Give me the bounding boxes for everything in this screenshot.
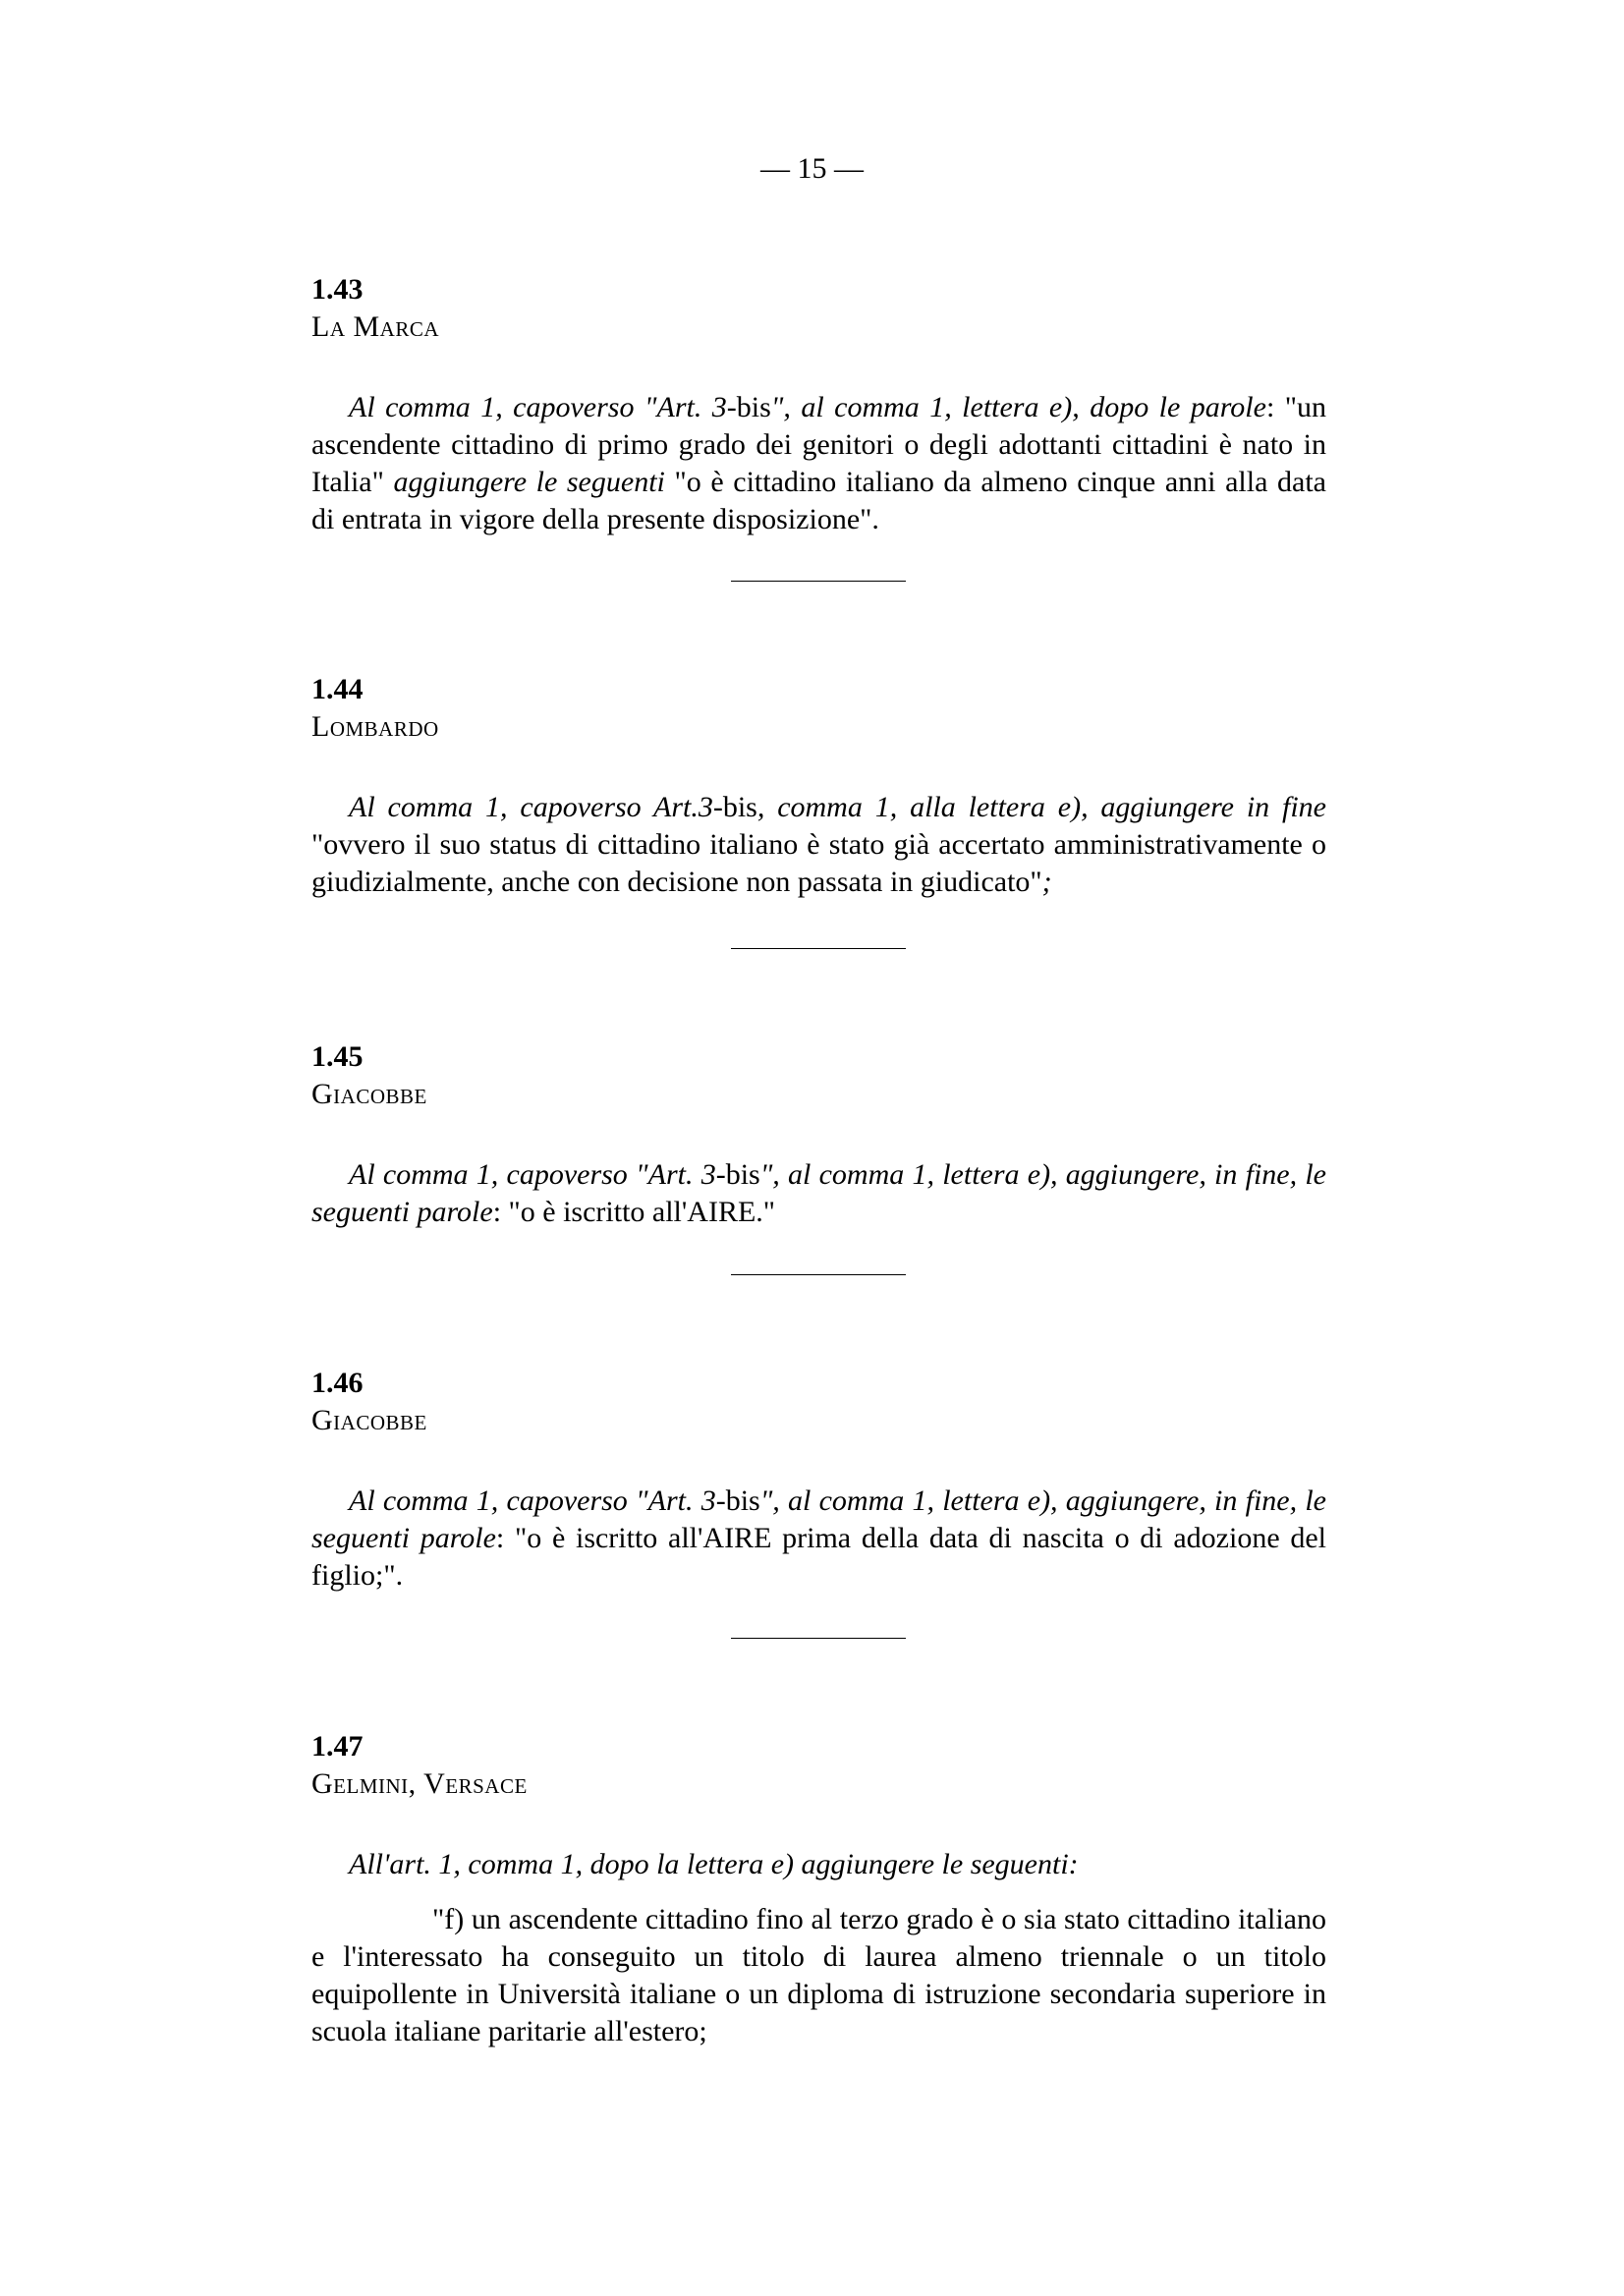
amendment-authors: Giacobbe — [311, 1404, 427, 1436]
amendment-authors: La Marca — [311, 310, 440, 343]
amendment-lead — [311, 1846, 1326, 1883]
amendment-1-47 — [311, 1728, 1326, 2050]
amendment-body: "f) un ascendente cittadino fino al terzo grado è o sia stato cittadino italiano e l'interessato ha conseguito un titolo di laurea almeno triennale o un titolo equipollente in Università italiane o un diploma di istruzione secondaria superiore in scuola italiane paritarie all'estero; — [311, 1903, 1326, 2047]
italic-run: ; — [1041, 866, 1052, 898]
italic-run: ", al comma 1, lettera e), dopo le parole — [770, 391, 1266, 423]
amendment-authors: Gelmini, Versace — [311, 1767, 528, 1800]
italic-run: , comma 1, alla lettera e), aggiungere in fine — [756, 791, 1326, 823]
amendment-number: 1.43 — [311, 273, 364, 306]
amendment-1-45 — [311, 1038, 1326, 1231]
italic-run: Al comma 1, capoverso "Art. 3- — [349, 1158, 726, 1191]
amendment-text — [311, 789, 1326, 901]
amendment-number: 1.46 — [311, 1367, 364, 1399]
roman-run: : "un ascendente cittadino di primo grado dei genitori o degli adottanti cittadini è nato in Italia" — [311, 391, 1326, 498]
amendment-text — [311, 1483, 1326, 1595]
amendment-number: 1.45 — [311, 1040, 364, 1073]
italic-run: aggiungere le seguenti — [393, 466, 665, 498]
separator — [731, 948, 906, 949]
amendment-authors: Lombardo — [311, 710, 439, 743]
italic-run: Al comma 1, capoverso Art.3- — [349, 791, 723, 823]
amendment-lead-text: All'art. 1, comma 1, dopo la lettera e) aggiungere le seguenti: — [349, 1848, 1079, 1880]
amendment-authors: Giacobbe — [311, 1078, 427, 1110]
italic-run: ", al comma 1, lettera e), aggiungere, in fine, le seguenti parole — [311, 1158, 1326, 1228]
amendment-text — [311, 1156, 1326, 1231]
roman-run: "ovvero il suo status di cittadino italiano è stato già accertato amministrativamente o giudizialmente, anche con decisione non passata in giudicato" — [311, 828, 1326, 898]
italic-run: ", al comma 1, lettera e), aggiungere, in fine, le seguenti parole — [311, 1484, 1326, 1554]
roman-run: bis — [725, 1158, 760, 1191]
separator — [731, 581, 906, 582]
italic-run: Al comma 1, capoverso "Art. 3- — [349, 391, 737, 423]
roman-run: : "o è iscritto all'AIRE prima della data di nascita o di adozione del figlio;". — [311, 1522, 1327, 1592]
roman-run: "o è cittadino italiano da almeno cinque anni alla data di entrata in vigore della presente disposizione". — [311, 466, 1326, 535]
amendment-number: 1.47 — [311, 1730, 364, 1763]
amendment-1-46 — [311, 1365, 1326, 1595]
roman-run: bis — [736, 391, 771, 423]
italic-run: Al comma 1, capoverso "Art. 3- — [349, 1484, 726, 1517]
roman-run: bis — [725, 1484, 760, 1517]
separator — [731, 1274, 906, 1275]
roman-run: bis — [722, 791, 757, 823]
amendment-1-43 — [311, 271, 1326, 538]
roman-run: : "o è iscritto all'AIRE." — [492, 1196, 776, 1228]
amendment-text — [311, 389, 1326, 538]
page-number: — 15 — — [760, 152, 864, 185]
amendment-1-44 — [311, 671, 1326, 901]
separator — [731, 1638, 906, 1639]
amendment-number: 1.44 — [311, 673, 364, 705]
